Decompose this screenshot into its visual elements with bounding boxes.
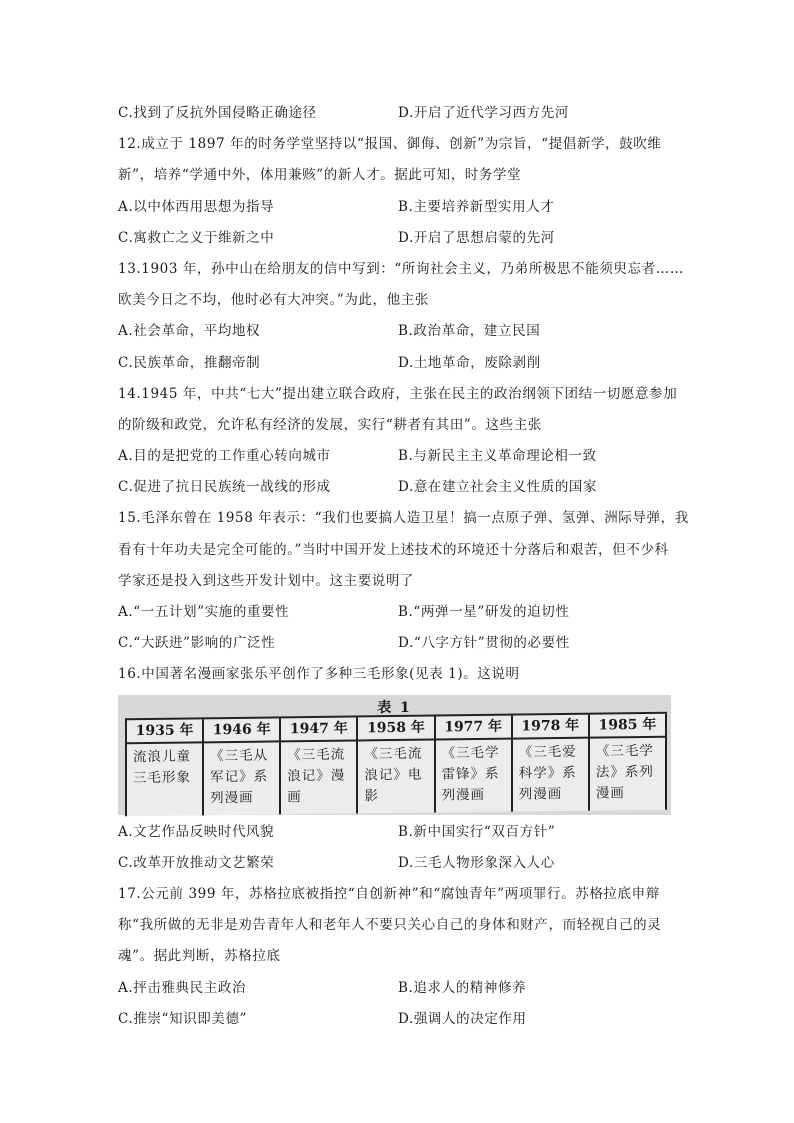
table-column <box>281 717 358 814</box>
answer-option: C.找到了反抗外国侵略正确途径 <box>118 105 317 121</box>
answer-option: C.“大跃进”影响的广泛性 <box>118 635 276 652</box>
question-text: 12.成立于 1897 年的时务学堂坚持以“报国、御侮、创新”为宗旨，“提倡新学，鼓吹维 <box>118 136 662 153</box>
answer-option: D.意在建立社会主义性质的国家 <box>398 479 598 496</box>
table-year-cell: 1946 年 <box>204 718 279 743</box>
answer-option: A.文艺作品反映时代风貌 <box>118 823 275 840</box>
question-text: 13.1903 年，孙中山在给朋友的信中写到：“所询社会主义，乃弟所极思不能须臾忘者…… <box>118 260 684 277</box>
option-row <box>118 192 678 223</box>
answer-option: C.改革开放推动文艺繁荣 <box>118 854 275 871</box>
answer-option: D.土地革命，废除剥削 <box>398 354 541 371</box>
table-content-cell: 《三毛爱科学》系列漫画 <box>518 743 577 803</box>
table-content-cell: 《三毛从军记》系列漫画 <box>210 747 269 806</box>
table-column <box>127 719 204 816</box>
answer-option: A.“一五计划”实施的重要性 <box>118 604 290 620</box>
table-column <box>204 718 281 815</box>
table-year-cell: 1947 年 <box>281 717 356 742</box>
question-text: 16.中国著名漫画家张乐平创作了多种三毛形象(见表 1)。这说明 <box>118 666 520 683</box>
answer-option: D.强调人的决定作用 <box>398 1010 527 1027</box>
exam-page <box>118 98 689 1035</box>
answer-option: A.社会革命，平均地权 <box>118 323 261 340</box>
option-row <box>118 817 678 848</box>
answer-option: A.目的是把党的工作重心转向城市 <box>118 448 331 465</box>
question-text: 称“我所做的无非是劝告青年人和老年人不要只关心自己的身体和财产，而轻视自己的灵 <box>118 917 662 934</box>
question-text: 新”，培养“学通中外，体用兼赅”的新人才。据此可知，时务学堂 <box>118 167 522 184</box>
table-content-cell: 流浪儿童三毛形象 <box>133 748 191 786</box>
table-column <box>513 714 590 811</box>
option-row <box>118 441 678 472</box>
table-content-cell: 《三毛流浪记》漫画 <box>287 746 346 805</box>
table-1 <box>118 695 671 815</box>
option-row <box>118 316 678 347</box>
table-title: 表 1 <box>377 699 412 716</box>
question-text: 看有十年功夫是完全可能的。”当时中国开发上述技术的环境还十分落后和艰苦，但不少科 <box>118 541 669 558</box>
table-grid <box>125 711 667 816</box>
table-content-cell: 《三毛流浪记》电影 <box>364 745 423 804</box>
answer-option: C.寓救亡之义于维新之中 <box>118 229 275 246</box>
answer-option: A.以中体西用思想为指导 <box>118 198 275 215</box>
option-row <box>118 628 678 659</box>
answer-option: B.新中国实行“双百方针” <box>398 823 556 840</box>
answer-option: B.主要培养新型实用人才 <box>398 198 555 215</box>
answer-option: D.开启了思想启蒙的先河 <box>398 229 555 246</box>
table-year-cell: 1958 年 <box>358 716 433 741</box>
question-text: 欧美今日之不均，他时必有大冲突。”为此，他主张 <box>118 292 429 309</box>
option-row <box>118 597 678 628</box>
option-row <box>118 223 678 254</box>
answer-option: D.三毛人物形象深入人心 <box>398 854 555 871</box>
question-text: 15.毛泽东曾在 1958 年表示：“我们也要搞人造卫星！搞一点原子弹、氢弹、洲际导弹，我 <box>118 510 689 527</box>
answer-option: B.政治革命，建立民国 <box>398 323 541 340</box>
question-text: 17.公元前 399 年，苏格拉底被指控“自创新神”和“腐蚀青年”两项罪行。苏格拉底申辩 <box>118 885 660 902</box>
table-year-cell: 1977 年 <box>436 715 511 740</box>
question-text: 学家还是投入到这些开发计划中。这主要说明了 <box>118 572 415 589</box>
answer-option: B.“两弹一星”研发的迫切性 <box>398 604 570 620</box>
table-column <box>590 713 667 810</box>
answer-option: D.开启了近代学习西方先河 <box>398 105 569 121</box>
answer-option: C.促进了抗日民族统一战线的形成 <box>118 479 331 496</box>
answer-option: B.追求人的精神修养 <box>398 979 527 996</box>
table-column <box>358 716 435 813</box>
option-row <box>118 472 678 503</box>
question-text: 的阶级和政党，允许私有经济的发展，实行“耕者有其田”。这些主张 <box>118 416 542 433</box>
option-row <box>118 1004 678 1035</box>
table-content-cell: 《三毛学法》系列漫画 <box>595 742 654 802</box>
answer-option: C.民族革命，推翻帝制 <box>118 354 261 371</box>
questions-12-to-16 <box>118 98 689 691</box>
table-year-cell: 1985 年 <box>590 713 665 738</box>
table-year-cell: 1935 年 <box>127 719 202 744</box>
answer-option: D.“八字方针”贯彻的必要性 <box>398 635 570 652</box>
answer-option: B.与新民主主义革命理论相一致 <box>398 448 597 465</box>
question-text: 14.1945 年，中共“七大”提出建立联合政府，主张在民主的政治纲领下团结一切愿意参加 <box>118 385 678 402</box>
option-row <box>118 973 678 1004</box>
answer-option: C.推崇“知识即美德” <box>118 1010 248 1027</box>
questions-16-to-17 <box>118 817 678 1035</box>
option-row <box>118 98 678 129</box>
answer-option: A.抨击雅典民主政治 <box>118 979 247 996</box>
table-year-cell: 1978 年 <box>513 714 588 739</box>
option-row <box>118 348 678 379</box>
table-column <box>436 715 513 812</box>
question-text: 魂”。据此判断，苏格拉底 <box>118 948 281 965</box>
option-row <box>118 848 678 879</box>
table-content-cell: 《三毛学雷锋》系列漫画 <box>441 744 500 804</box>
